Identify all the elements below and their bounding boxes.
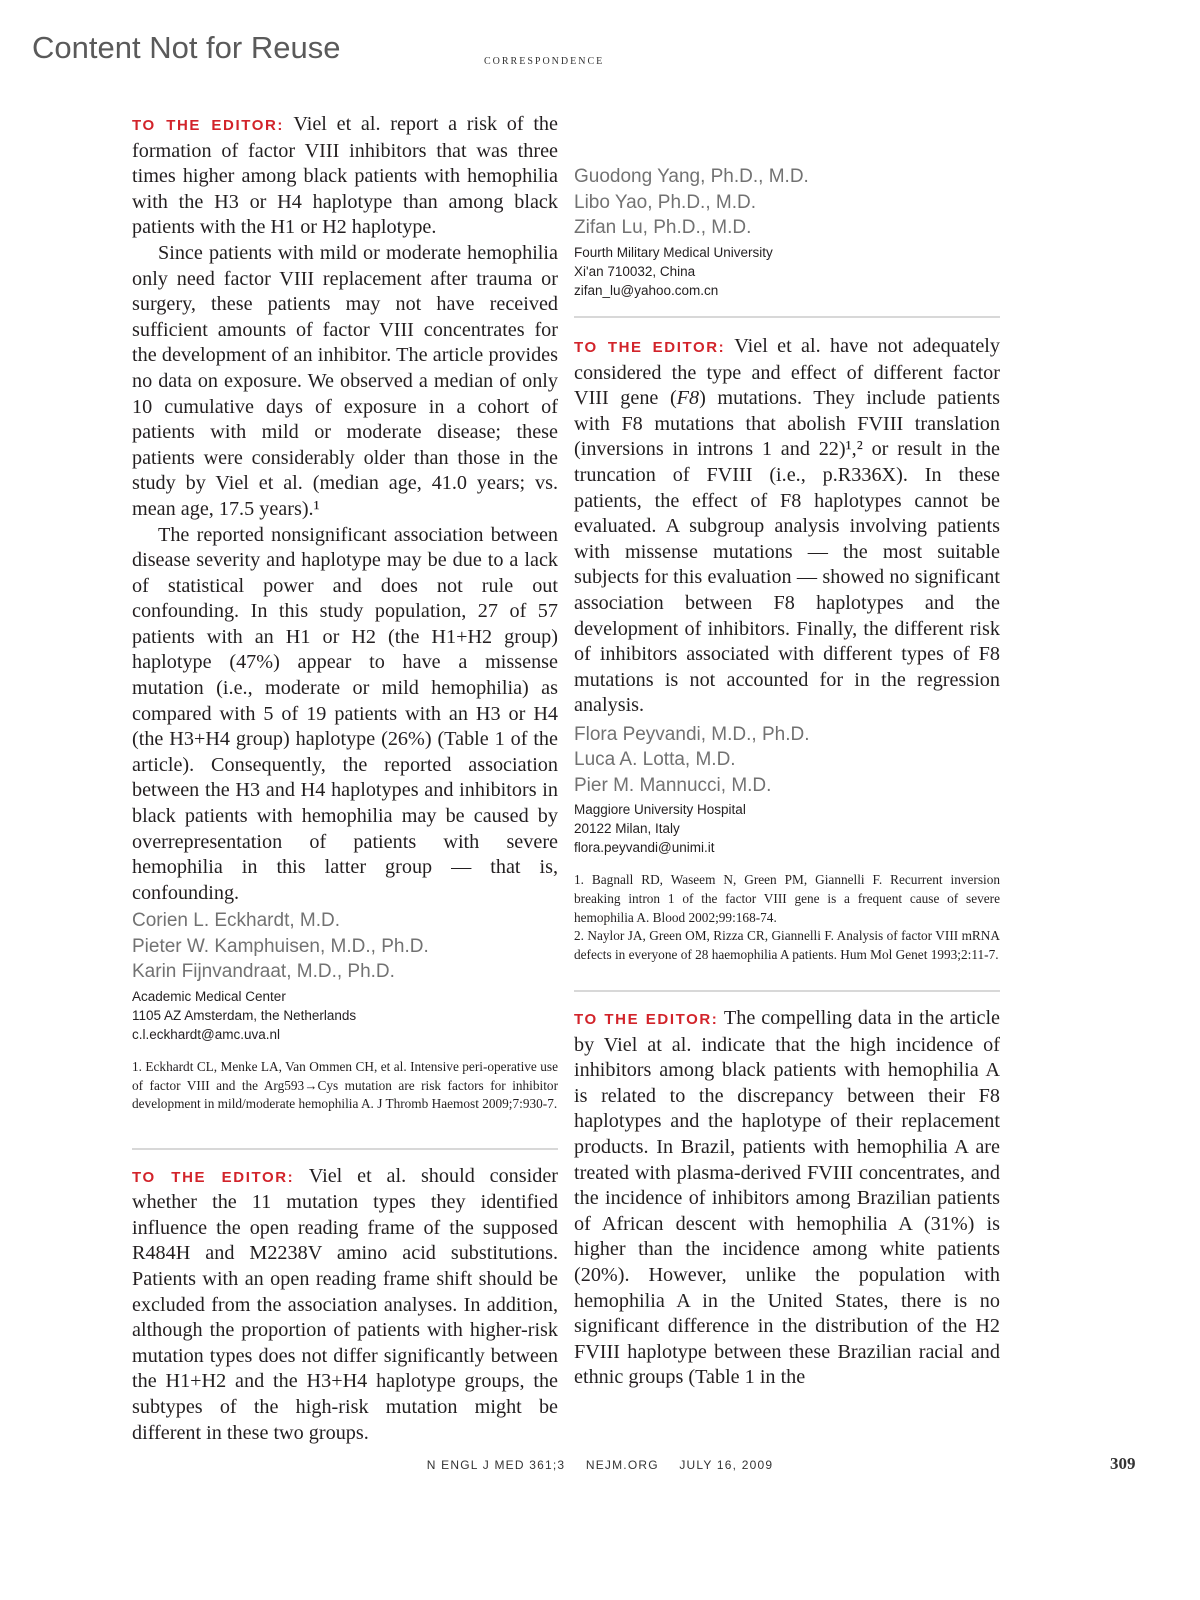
- email-link[interactable]: c.l.eckhardt@amc.uva.nl: [132, 1026, 281, 1042]
- left-column: [132, 112, 558, 1446]
- author-name: Zifan Lu, Ph.D., M.D.: [574, 217, 752, 238]
- paragraph-text: ) mutations. They include patients with F8 mutations that abolish FVIII translation (inversions in introns 1 and 22)¹,² or result in the truncation of FVIII (i.e., p.R336X). In these patients, the effect of F8 haplotypes cannot be evaluated. A subgroup analysis involving patients with missense mutations — the most suitable subjects for this evaluation — showed no significant association between F8 haplotypes and the development of inhibitors. Finally, the different risk of inhibitors associated with different types of F8 mutations is not accounted for in the regression analysis.: [574, 387, 1000, 717]
- author-name: Pier M. Mannucci, M.D.: [574, 774, 772, 796]
- author-list: [574, 722, 1000, 799]
- author-name: Luca A. Lotta, M.D.: [574, 749, 736, 771]
- author-name: Guodong Yang, Ph.D., M.D.: [574, 166, 809, 187]
- reference-item: 2. Naylor JA, Green OM, Rizza CR, Giannelli F. Analysis of factor VIII mRNA defects in everyone of 28 haemophilia A patients. Hum Mol Genet 1993;2:11-7.: [574, 928, 1000, 962]
- divider: [574, 316, 1000, 318]
- author-name: Corien L. Eckhardt, M.D.: [132, 910, 341, 932]
- author-name: Pieter W. Kamphuisen, M.D., Ph.D.: [132, 935, 429, 957]
- paragraph-text: Viel et al. have not adequately considered the type and effect of different factor VIII gene (: [574, 335, 1001, 410]
- to-the-editor-label: TO THE EDITOR:: [132, 1168, 295, 1186]
- affiliation: [574, 800, 1000, 857]
- letter-yang: [132, 1164, 558, 1447]
- page-footer: [0, 1458, 1200, 1472]
- author-name: Flora Peyvandi, M.D., Ph.D.: [574, 723, 810, 745]
- author-name: Karin Fijnvandraat, M.D., Ph.D.: [132, 961, 395, 983]
- paragraph-text: Viel et al. report a risk of the formation of factor VIII inhibitors that was three times higher among black patients with hemophilia with the H3 or H4 haplotype than among black patients with the H1 or H2 haplotype.: [132, 113, 558, 239]
- letter-paragraph: [132, 112, 558, 241]
- affiliation-line: 20122 Milan, Italy: [574, 821, 680, 837]
- page-number: 309: [1110, 1454, 1136, 1473]
- affiliation-line: Xi'an 710032, China: [574, 263, 696, 279]
- paragraph-text: Viel et al. should consider whether the 11 mutation types they identified influence the open reading frame of the supposed R484H and M2238V amino acid substitutions. Patients with an open reading frame shift should be excluded from the association analyses. In addition, although the proportion of patients with higher-risk mutation types does not differ significantly between the H1+H2 and the H3+H4 haplotype groups, the subtypes of the high-risk mutation might be different in these two groups.: [132, 1164, 559, 1444]
- letter-brazil: [574, 1006, 1000, 1391]
- divider: [132, 1148, 558, 1150]
- affiliation-line: Academic Medical Center: [132, 988, 286, 1004]
- reference-list: [132, 1058, 558, 1114]
- letter-paragraph: Since patients with mild or moderate hemophilia only need factor VIII replacement after trauma or surgery, these patients may not have received sufficient amounts of factor VIII concentrates for the development of an inhibitor. The article provides no data on exposure. We observed a median of only 10 cumulative days of exposure in a cohort of patients with mild or moderate disease; these patients were considerably older than those in the study by Viel et al. (median age, 41.0 years; vs. mean age, 17.5 years).¹: [132, 241, 558, 520]
- section-header: correspondence: [484, 53, 605, 68]
- affiliation-line: 1105 AZ Amsterdam, the Netherlands: [132, 1007, 357, 1023]
- letter-eckhardt: [132, 112, 558, 1114]
- paragraph-text: The compelling data in the article by Viel at al. indicate that the high incidence of inhibitors among black patients with hemophilia A is related to the discrepancy between their F8 haplotypes and the haplotype of their replacement products. In Brazil, patients with hemophilia A are treated with plasma-derived FVIII concentrates, and the incidence of inhibitors among Brazilian patients of African descent with hemophilia A (31%) is higher than the incidence among white patients (20%). However, unlike the population with hemophilia A in the United States, there is no significant difference in the distribution of the H2 FVIII haplotype between these Brazilian racial and ethnic groups (Table 1 in the: [574, 1007, 1001, 1389]
- letter-paragraph: [132, 1164, 558, 1447]
- letter-paragraph: [574, 334, 1000, 719]
- author-name: Libo Yao, Ph.D., M.D.: [574, 191, 756, 213]
- reference-item: 1. Bagnall RD, Waseem N, Green PM, Giannelli F. Recurrent inversion breaking intron 1 of the factor VIII gene is a frequent cause of severe hemophilia A. Blood 2002;99:168-74.: [574, 872, 1000, 925]
- author-list: [574, 164, 1000, 241]
- to-the-editor-label: TO THE EDITOR:: [574, 1011, 719, 1028]
- letter-peyvandi: [574, 334, 1000, 964]
- affiliation-line: Maggiore University Hospital: [574, 802, 746, 818]
- to-the-editor-label: TO THE EDITOR:: [574, 339, 726, 356]
- to-the-editor-label: TO THE EDITOR:: [132, 117, 285, 134]
- watermark: Content Not for Reuse: [32, 30, 341, 65]
- email-link[interactable]: zifan_lu@yahoo.com.cn: [574, 282, 719, 298]
- affiliation: [574, 243, 1000, 300]
- divider: [574, 990, 1000, 992]
- reference-item: 1. Eckhardt CL, Menke LA, Van Ommen CH, et al. Intensive peri-operative use of factor VIII and the Arg593→Cys mutation are risk factors for inhibitor development in mild/moderate hemophilia A. J Thromb Haemost 2009;7:930-7.: [132, 1058, 558, 1112]
- reference-list: [574, 871, 1000, 964]
- letter-paragraph: The reported nonsignificant association between disease severity and haplotype may be due to a lack of statistical power and does not rule out confounding. In this study population, 27 of 57 patients with an H1 or H2 (the H1+H2 group) haplotype (47%) appear to have a missense mutation (i.e., moderate or mild hemophilia) as compared with 5 of 19 patients with an H3 or H4 (the H3+H4 group) haplotype (26%) (Table 1 of the article). Consequently, the reported association between the H3 and H4 haplotypes and inhibitors in black patients with hemophilia may be caused by overrepresentation of patients with severe hemophilia in this latter group — that is, confounding.: [132, 523, 558, 904]
- issue-date: JULY 16, 2009: [679, 1458, 774, 1472]
- letter-paragraph: [574, 1006, 1000, 1391]
- affiliation-line: Fourth Military Medical University: [574, 244, 773, 260]
- journal-citation: N ENGL J MED 361;3: [426, 1458, 566, 1472]
- email-link[interactable]: flora.peyvandi@unimi.it: [574, 840, 715, 856]
- journal-site[interactable]: NEJM.ORG: [585, 1458, 659, 1472]
- gene-symbol: F8: [676, 387, 700, 410]
- letter-yang-signature: [574, 162, 1000, 300]
- affiliation: [132, 987, 558, 1044]
- author-list: [132, 908, 558, 985]
